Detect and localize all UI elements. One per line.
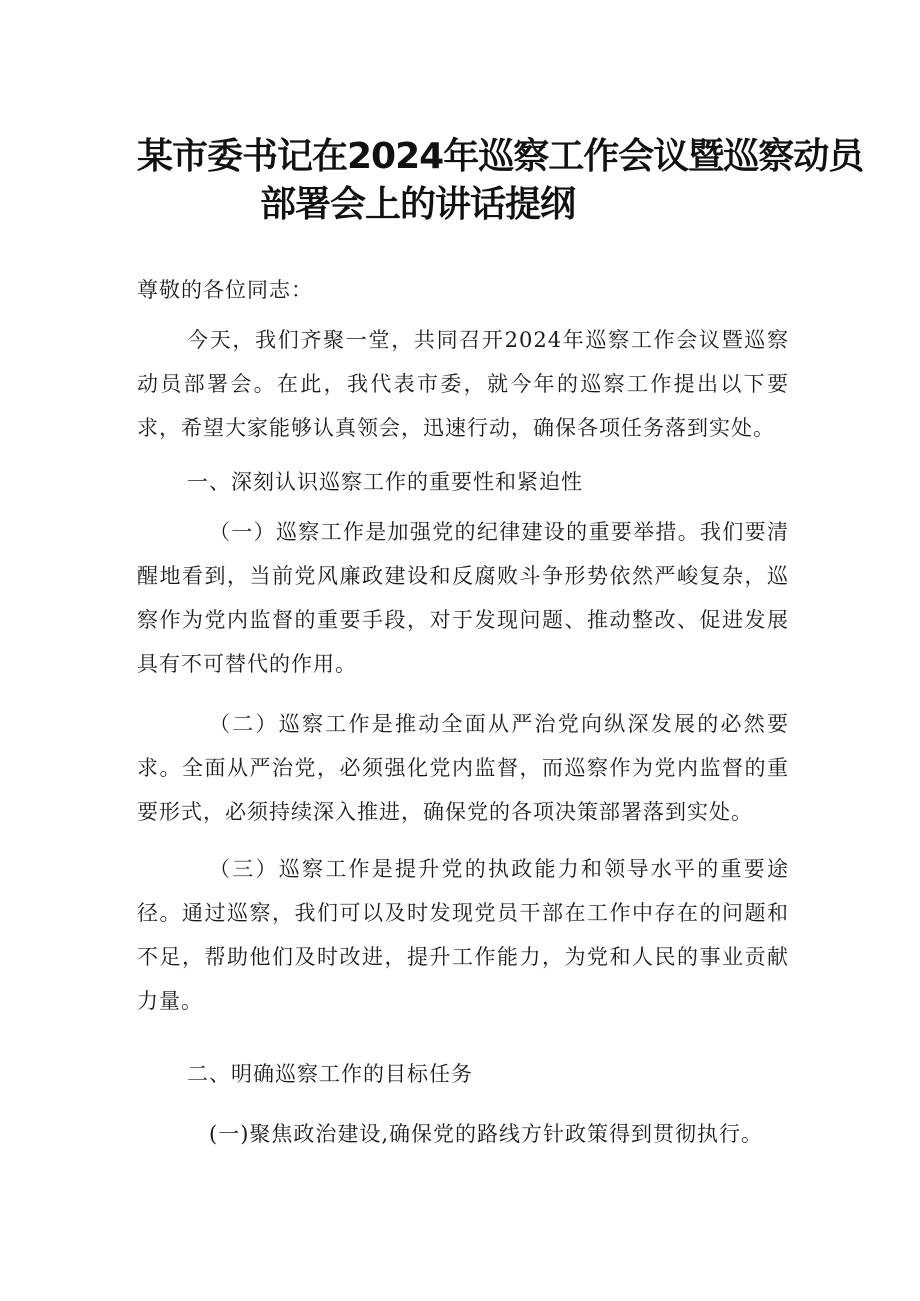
salutation: 尊敬的各位同志： [137, 278, 313, 302]
section-2-item-1: (一)聚焦政治建设,确保党的路线方针政策得到贯彻执行。 [209, 1122, 764, 1146]
section-2-heading: 二、明确巡察工作的目标任务 [187, 1062, 473, 1086]
section-1-item-3: （三）巡察工作是提升党的执政能力和领导水平的重要途径。通过巡察，我们可以及时发现党员干部在工作中存在的问题和不足，帮助他们及时改进，提升工作能力，为党和人民的事业贡献力量。 [137, 857, 789, 1013]
section-1-heading: 一、深刻认识巡察工作的重要性和紧迫性 [187, 470, 583, 494]
section-1-item-1: （一）巡察工作是加强党的纪律建设的重要举措。我们要清醒地看到，当前党风廉政建设和反腐败斗争形势依然严峻复杂，巡察作为党内监督的重要手段，对于发现问题、推动整改、促进发展具有不可替代的作用。 [137, 520, 789, 676]
intro-paragraph: 今天，我们齐聚一堂，共同召开2024年巡察工作会议暨巡察动员部署会。在此，我代表市委，就今年的巡察工作提出以下要求，希望大家能够认真领会，迅速行动，确保各项任务落到实处。 [137, 328, 789, 440]
section-1-item-2: （二）巡察工作是推动全面从严治党向纵深发展的必然要求。全面从严治党，必须强化党内监督，而巡察作为党内监督的重要形式，必须持续深入推进，确保党的各项决策部署落到实处。 [137, 712, 789, 824]
document-title-line-1: 某市委书记在2024年巡察工作会议暨巡察动员 [137, 136, 864, 177]
document-title-line-2: 部署会上的讲话提纲 [260, 184, 576, 225]
